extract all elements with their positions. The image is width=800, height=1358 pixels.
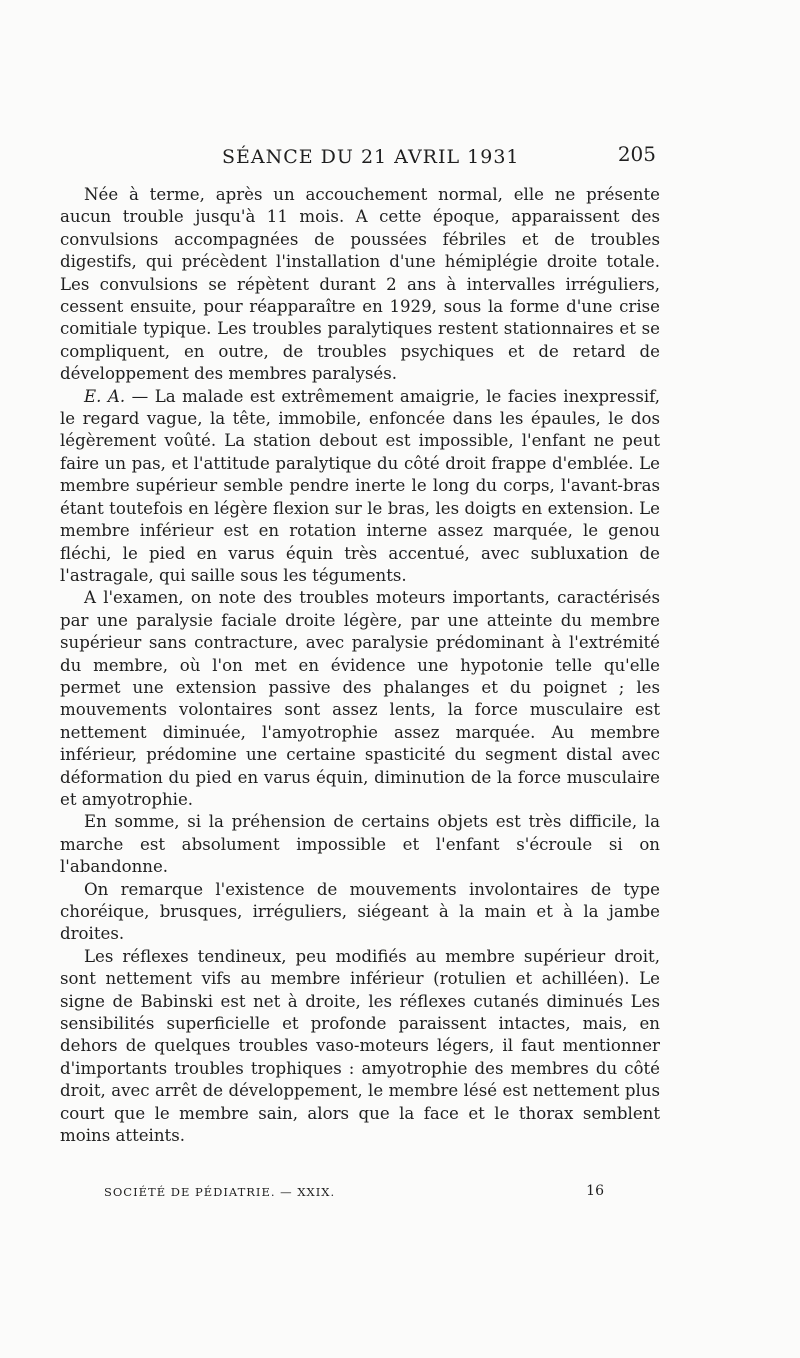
exam-text: — La malade est extrêmement amaigrie, le facies inexpressif, le regard vague, la tête, immobile, enfoncée dans les épaules, le dos légèrement voûté. La station debout est impossible, l'enfant ne peut faire un pas, et l'attitude paralytique du côté droit frappe d'emblée. Le membre supérieur semble pendre inerte le long du corps, l'avant-bras étant toutefois en légère flexion sur le bras, les doigts en extension. Le membre inférieur est en rotation interne assez marquée, le genou fléchi, le pied en varus équin très accentué, avec subluxation de l'astragale, qui saille sous les téguments. <box>60 386 660 585</box>
body-text <box>60 184 660 1147</box>
page-number: 205 <box>617 142 656 166</box>
paragraph-exam <box>60 386 660 588</box>
paragraph-motor: A l'examen, on note des troubles moteurs importants, caractérisés par une paralysie faciale droite légère, par une atteinte du membre supérieur sans contracture, avec paralysie prédominant à l'extrémité du membre, où l'on met en évidence une hypotonie telle qu'elle permet une extension passive des phalanges et du poignet ; les mouvements volontaires sont assez lents, la force musculaire est nettement diminuée, l'amyotrophie assez marquée. Au membre inférieur, prédomine une certaine spasticité du segment distal avec déformation du pied en varus équin, diminution de la force musculaire et amyotrophie. <box>60 588 660 809</box>
footer-signature: SOCIÉTÉ DE PÉDIATRIE. — XXIX. <box>104 1185 336 1199</box>
page-header <box>62 142 656 176</box>
paragraph-summary: En somme, si la préhension de certains objets est très difficile, la marche est absolument impossible et l'enfant s'écroule si on l'abandonne. <box>60 812 660 877</box>
paragraph-reflexes: Les réflexes tendineux, peu modifiés au membre supérieur droit, sont nettement vifs au membre inférieur (rotulien et achilléen). Le signe de Babinski est net à droite, les réflexes cutanés diminués Les sensibilités superficielle et profonde paraissent intactes, mais, en dehors de quelques troubles vaso-moteurs légers, il faut mentionner d'importants troubles trophiques : amyotrophie des membres du côté droit, avec arrêt de développement, le membre lésé est nettement plus court que le membre sain, alors que la face et le thorax semblent moins atteints. <box>60 946 660 1146</box>
paragraph-history: Née à terme, après un accouchement normal, elle ne présente aucun trouble jusqu'à 11 mois. A cette époque, apparaissent des convulsions accompagnées de poussées fébriles et de troubles digestifs, qui précèdent l'installation d'une hémiplégie droite totale. Les convulsions se répètent durant 2 ans à intervalles irréguliers, cessent ensuite, pour réapparaître en 1929, sous la forme d'une crise comitiale typique. Les troubles paralytiques restent stationnaires et se compliquent, en outre, de troubles psychiques et de retard de développement des membres paralysés. <box>60 185 660 384</box>
paragraph-movements: On remarque l'existence de mouvements involontaires de type choréique, brusques, irréguliers, siégeant à la main et à la jambe droites. <box>60 879 660 944</box>
running-head: SÉANCE DU 21 AVRIL 1931 <box>222 146 520 168</box>
page-footer <box>104 1183 604 1205</box>
exam-label: E. A. <box>84 386 126 406</box>
footer-sheet-number: 16 <box>586 1183 604 1199</box>
